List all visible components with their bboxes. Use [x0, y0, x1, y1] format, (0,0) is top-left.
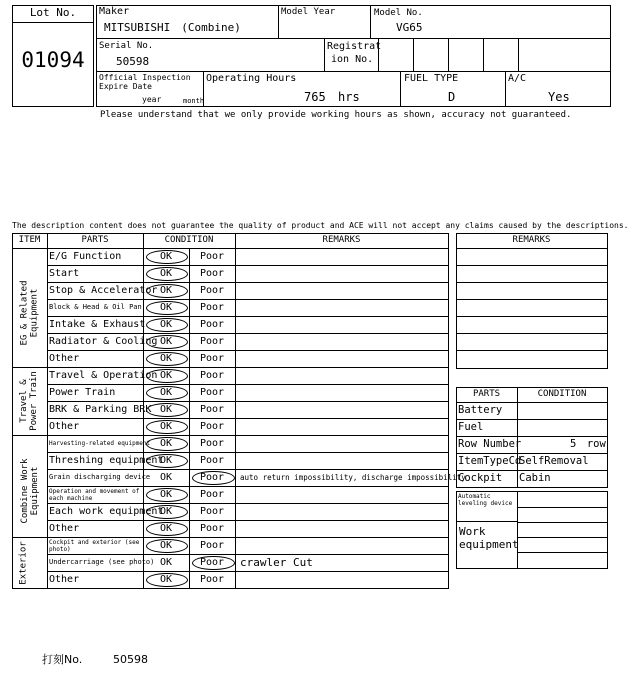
poor-option[interactable]: Poor — [199, 438, 225, 449]
part-name: Other — [49, 574, 80, 585]
ok-option[interactable]: OK — [159, 387, 173, 398]
ok-circle-mark — [146, 301, 188, 315]
maker-value: MITSUBISHI (Combine) — [104, 21, 241, 34]
ok-option[interactable]: OK — [159, 540, 173, 551]
year-label: year — [142, 95, 162, 104]
ok-circle-mark — [146, 539, 188, 553]
ok-option[interactable]: OK — [159, 370, 173, 381]
hours-disclaimer: Please understand that we only provide working hours as shown, accuracy not guaranteed. — [100, 110, 572, 120]
fuel-value: D — [448, 90, 456, 104]
part-name: Other — [49, 353, 80, 364]
ok-circle-mark — [146, 352, 188, 366]
ok-option[interactable]: OK — [159, 472, 173, 483]
right-part-value: Cabin — [519, 472, 551, 484]
right-part-value: 5 row — [570, 438, 606, 450]
poor-option[interactable]: Poor — [199, 319, 225, 330]
model-no-value: VG65 — [396, 21, 423, 34]
serial-value: 50598 — [116, 55, 150, 68]
ok-circle-mark — [146, 505, 188, 519]
right-part-value: SelfRemoval — [519, 455, 589, 467]
ok-option[interactable]: OK — [159, 319, 173, 330]
remarks-row-divider — [456, 350, 607, 351]
part-name: BRK & Parking BRK — [49, 404, 152, 415]
ok-option[interactable]: OK — [159, 438, 173, 449]
ok-option[interactable]: OK — [159, 455, 173, 466]
hours-unit: hrs — [338, 90, 360, 104]
part-name: Radiator & Cooling — [49, 336, 158, 347]
part-name: Harvesting-related equipment — [49, 440, 151, 447]
ok-circle-mark — [146, 369, 188, 383]
serial-label: Serial No. — [99, 41, 154, 51]
poor-option[interactable]: Poor — [199, 387, 225, 398]
ac-value: Yes — [548, 90, 570, 104]
part-name: Operation and movement of each machine — [49, 488, 140, 502]
part-name: Threshing equipment — [49, 455, 164, 466]
poor-option[interactable]: Poor — [199, 302, 225, 313]
group-label: Combine Work Equipment — [19, 458, 40, 524]
poor-option[interactable]: Poor — [199, 251, 225, 262]
part-name: Cockpit and exterior (see photo) — [49, 539, 140, 553]
ok-option[interactable]: OK — [159, 557, 173, 568]
poor-option[interactable]: Poor — [199, 455, 225, 466]
work-equipment-label-2: equipment — [459, 538, 519, 551]
ok-circle-mark — [146, 267, 188, 281]
ok-option[interactable]: OK — [159, 506, 173, 517]
registration-label-2: ion No. — [331, 54, 374, 65]
inspection-label: Official Inspection — [99, 73, 191, 82]
right-part-name: Row Number — [458, 438, 522, 450]
ok-circle-mark — [146, 250, 188, 264]
poor-option[interactable]: Poor — [199, 557, 225, 568]
registration-label: Registrat — [327, 41, 382, 52]
ok-circle-mark — [146, 573, 188, 587]
part-name: Stop & Accelerator — [49, 285, 158, 296]
model-year-label: Model Year — [281, 7, 336, 17]
part-name: Undercarriage (see photo) — [49, 558, 155, 566]
lot-label: Lot No. — [29, 6, 77, 19]
fuel-label: FUEL TYPE — [404, 73, 459, 84]
ok-option[interactable]: OK — [159, 523, 173, 534]
ok-option[interactable]: OK — [159, 353, 173, 364]
right-part-name: Fuel — [458, 421, 484, 433]
poor-option[interactable]: Poor — [199, 472, 225, 483]
ok-circle-mark — [146, 403, 188, 417]
part-name: Block & Head & Oil Pan — [49, 303, 142, 311]
maker-label: Maker — [99, 6, 130, 17]
right-col-condition-header: CONDITION — [537, 389, 587, 399]
col-parts-header: PARTS — [81, 235, 109, 245]
group-label: EG & Related Equipment — [19, 279, 40, 346]
remarks-row-divider — [456, 265, 607, 266]
poor-option[interactable]: Poor — [199, 506, 225, 517]
right-part-name: ItemTypeCd — [458, 455, 522, 467]
stamp-number-label: 打刻No. — [42, 653, 83, 666]
ok-option[interactable]: OK — [159, 302, 173, 313]
month-label: month — [183, 97, 205, 105]
poor-option[interactable]: Poor — [199, 370, 225, 381]
description-disclaimer: The description content does not guarantee the quality of product and ACE will not accept any claims caused by the descriptions. — [12, 221, 629, 230]
remarks-row-divider — [456, 333, 607, 334]
remark-text: auto return impossibility, discharge impossibility — [240, 473, 466, 482]
right-remarks-header: REMARKS — [512, 235, 551, 245]
stamp-number-value: 50598 — [113, 653, 148, 666]
ok-option[interactable]: OK — [159, 285, 173, 296]
hours-value: 765 — [304, 90, 326, 104]
ok-option[interactable]: OK — [159, 336, 173, 347]
column-divider — [235, 233, 236, 588]
ok-circle-mark — [146, 454, 188, 468]
part-name: E/G Function — [49, 251, 122, 262]
poor-option[interactable]: Poor — [199, 574, 225, 585]
poor-option[interactable]: Poor — [199, 353, 225, 364]
remarks-row-divider — [456, 316, 607, 317]
col-item-header: ITEM — [18, 235, 41, 245]
remarks-header-divider — [456, 248, 607, 249]
right-part-name: Cockpit — [458, 472, 503, 484]
poor-option[interactable]: Poor — [199, 336, 225, 347]
column-divider — [47, 233, 48, 588]
poor-option[interactable]: Poor — [199, 489, 225, 500]
poor-option[interactable]: Poor — [199, 285, 225, 296]
part-name: Grain discharging device — [49, 473, 151, 481]
ok-option[interactable]: OK — [159, 404, 173, 415]
right-col-parts-header: PARTS — [472, 389, 501, 399]
ok-option[interactable]: OK — [159, 489, 173, 500]
right-part-name: Battery — [458, 404, 503, 416]
inspection-label-2: Expire Date — [99, 82, 152, 91]
ok-circle-mark — [146, 335, 188, 349]
remarks-row-divider — [456, 299, 607, 300]
part-name: Start — [49, 268, 80, 279]
ac-label: A/C — [508, 73, 527, 84]
ok-circle-mark — [146, 386, 188, 400]
ok-option[interactable]: OK — [159, 421, 173, 432]
ok-circle-mark — [146, 488, 188, 502]
poor-option[interactable]: Poor — [199, 268, 225, 279]
part-name: Each work equipment — [49, 506, 164, 517]
group-label: Travel & Power Train — [18, 371, 39, 431]
ok-option[interactable]: OK — [159, 268, 173, 279]
remarks-border — [456, 233, 608, 369]
ok-circle-mark — [146, 318, 188, 332]
part-name: Other — [49, 421, 80, 432]
remarks-row-divider — [456, 282, 607, 283]
poor-option[interactable]: Poor — [199, 404, 225, 415]
poor-option[interactable]: Poor — [199, 421, 225, 432]
model-no-label: Model No. — [374, 8, 423, 18]
auto-leveling-label: Automatic leveling device — [458, 493, 513, 507]
part-name: Intake & Exhaust — [49, 319, 146, 330]
ok-circle-mark — [146, 420, 188, 434]
ok-circle-mark — [146, 284, 188, 298]
part-name: Other — [49, 523, 80, 534]
ok-option[interactable]: OK — [159, 574, 173, 585]
part-name: Travel & Operation — [49, 370, 158, 381]
work-equipment-label: Work — [459, 525, 486, 538]
row-divider — [47, 486, 448, 487]
part-name: Power Train — [49, 387, 116, 398]
poor-circle-mark — [192, 556, 235, 570]
lot-number: 01094 — [21, 48, 85, 72]
hours-label: Operating Hours — [206, 73, 297, 84]
poor-circle-mark — [192, 471, 235, 485]
ok-circle-mark — [146, 437, 188, 451]
col-condition-header: CONDITION — [164, 235, 214, 245]
poor-option[interactable]: Poor — [199, 523, 225, 534]
poor-option[interactable]: Poor — [199, 540, 225, 551]
ok-circle-mark — [146, 522, 188, 536]
col-remarks-header: REMARKS — [322, 235, 361, 245]
ok-option[interactable]: OK — [159, 251, 173, 262]
remark-text: crawler Cut — [240, 556, 313, 569]
group-label: Exterior — [18, 540, 29, 585]
